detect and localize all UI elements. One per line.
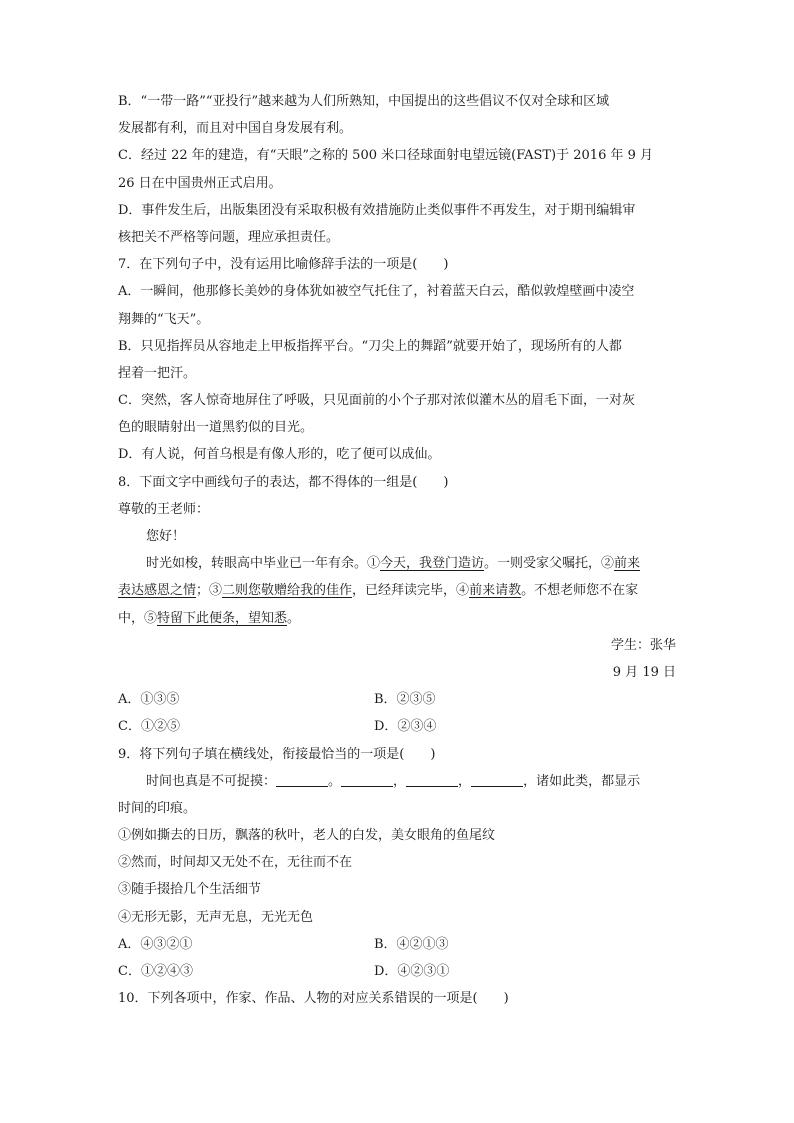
q9-text: ， [393,773,407,789]
q8-salutation: 尊敬的王老师： [118,501,210,517]
q7-option-b-line2: 捏着一把汗。 [118,365,197,381]
q8-letter-line3 [118,605,676,632]
q9-text: ，诸如此类，都显示 [523,773,641,789]
q8-text: ；③ [196,583,223,599]
q8-letter-line2 [118,577,676,604]
q9-options-row2 [118,958,676,985]
q6-option-c-line2: 26 日在中国贵州正式启用。 [118,175,282,191]
q8-underlined-sentence-1: 今天，我登门造访 [380,556,485,572]
q8-stem: 8．下面文字中画线句子的表达，都不得体的一组是( ) [118,474,449,490]
q9-item-4: ④无形无影，无声无息，无光无色 [118,909,314,925]
q9-blank-2 [341,772,393,787]
q8-options-row2 [118,713,676,740]
q9-option-d: D．④②③① [374,964,450,979]
q9-text: ， [458,773,472,789]
q8-option-a: A．①③⑤ [118,692,180,708]
q9-passage-line1 [118,768,676,795]
q8-option-d: D．②③④ [374,719,437,735]
q8-text: 时光如梭，转眼高中毕业已一年有余。① [146,556,381,572]
q9-options-row1 [118,931,676,958]
q9-option-c: C．①②④③ [118,964,193,979]
q8-letter-line1 [118,550,676,577]
q8-text: ，已经拜读完毕，④ [352,583,470,599]
q9-text: 时间也真是不可捉摸： [146,773,277,789]
q6-option-d-line2: 核把关不严格等问题，理应承担责任。 [118,229,340,245]
q9-option-a: A．④③②① [118,936,193,952]
q9-item-2: ②然而，时间却又无处不在，无往而不在 [118,855,353,871]
q8-greeting: 您好！ [146,529,186,544]
q8-underlined-sentence-5: 特留下此便条，望知悉 [157,610,288,626]
q8-underlined-sentence-3: 二则您敬赠给我的佳作 [222,583,353,599]
q6-option-d-line1: D．事件发生后，出版集团没有采取积极有效措施防止类似事件不再发生，对于期刊编辑审 [118,202,636,218]
q9-option-b: B．④②①③ [374,936,449,952]
q7-option-c-line1: C．突然，客人惊奇地屏住了呼吸，只见面前的小个子那对浓似灌木丛的眉毛下面，一对灰 [118,393,635,409]
q8-text: 。 [287,610,301,626]
q8-text: 。一则受家父嘱托，② [484,556,615,572]
q9-passage-line2: 时间的印痕。 [118,800,197,816]
q6-option-c-line1: C．经过 22 年的建造，有“天眼”之称的 500 米口径球面射电望远镜(FAST)于 2016 年 9 月 [118,148,654,164]
q9-blank-3 [406,772,458,787]
q9-text: 。 [328,773,342,789]
q9-stem: 9．将下列句子填在横线处，衔接最恰当的一项是( ) [118,746,436,762]
q9-item-3: ③随手掇拾几个生活细节 [118,882,262,898]
q10-stem: 10．下列各项中，作家、作品、人物的对应关系错误的一项是( ) [118,991,509,1007]
q9-blank-1 [276,772,328,787]
q8-text: 中，⑤ [118,610,158,626]
q8-option-c: C．①②⑤ [118,719,180,735]
q6-option-b-line1: B．“一带一路”“亚投行”越来越为人们所熟知，中国提出的这些倡议不仅对全球和区域 [118,94,610,109]
q7-option-c-line2: 色的眼睛射出一道黑豹似的目光。 [118,420,314,436]
q8-underlined-sentence-2-part1: 前来 [614,556,641,572]
q9-blank-4 [471,772,523,787]
q7-stem: 7．在下列句子中，没有运用比喻修辞手法的一项是( ) [118,257,449,273]
q8-options-row1 [118,686,676,713]
q8-signature: 学生：张华 [610,637,676,653]
q7-option-a-line2: 翔舞的“飞天”。 [118,311,210,327]
q8-date: 9 月 19 日 [612,664,676,680]
q7-option-a-line1: A．一瞬间，他那修长美妙的身体犹如被空气托住了，衬着蓝天白云，酷似敦煌壁画中凌空 [118,284,635,300]
exam-page [118,88,676,1012]
q9-item-1: ①例如撕去的日历，飘落的秋叶，老人的白发，美女眼角的鱼尾纹 [118,828,496,844]
q8-underlined-sentence-2-part2: 表达感恩之情 [118,583,197,599]
q8-text: 。不想老师您不在家 [521,583,639,599]
q7-option-d: D．有人说，何首乌根是有像人形的，吃了便可以成仙。 [118,447,441,463]
q7-option-b-line1: B．只见指挥员从容地走上甲板指挥平台。“刀尖上的舞蹈”就要开始了，现场所有的人都 [118,338,622,354]
q6-option-b-line2: 发展都有利，而且对中国自身发展有利。 [118,121,353,137]
q8-option-b: B．②③⑤ [374,692,436,708]
q8-underlined-sentence-4: 前来请教 [469,583,522,599]
